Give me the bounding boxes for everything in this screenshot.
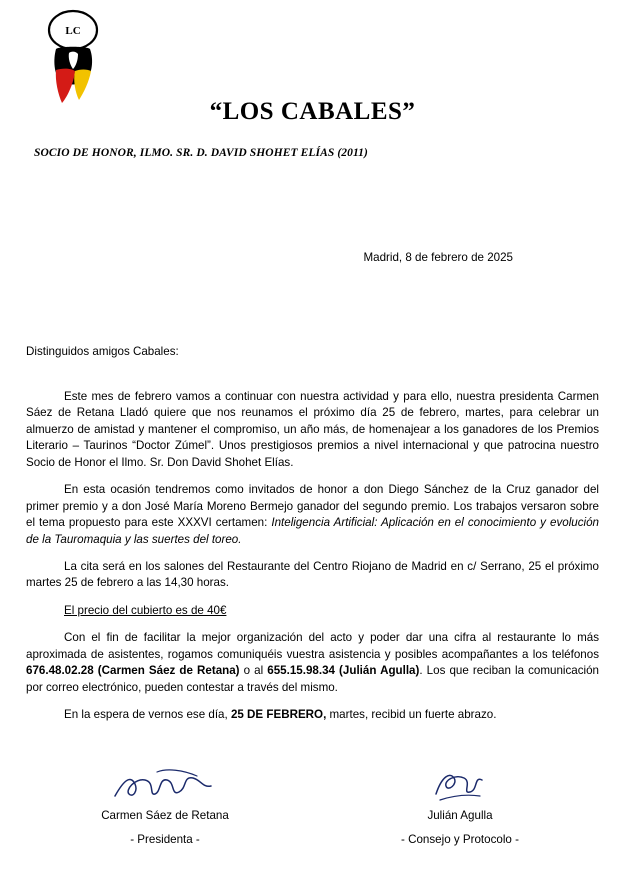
signature-block-protocol: [345, 766, 575, 849]
los-cabales-logo: [34, 8, 112, 106]
date-line: Madrid, 8 de febrero de 2025: [363, 251, 513, 264]
paragraph-4-text-b: o al: [239, 664, 268, 678]
letterhead: [26, 0, 599, 159]
paragraph-4-text-c: . Los que reciban la comunicación por correo electrónico, pueden contestar a través del mismo.: [26, 664, 599, 694]
letter-body: [26, 250, 599, 849]
paragraph-5: [26, 707, 599, 723]
paragraph-1-text: Este mes de febrero vamos a continuar con nuestra actividad y para ello, nuestra presidenta Carmen Sáez de Retana Lladó quiere que nos reunamos el próximo día 25 de febrero, martes, para celebrar un almuerzo de amistad y mantener el compromiso, un año más, de homenajear a los ganadores de los Premios Literario – Taurinos “Doctor Zúmel”. Unos prestigiosos premios a nivel internacional y que patrocina nuestro Socio de Honor el Ilmo. Sr. Don David Shohet Elías.: [26, 389, 599, 469]
price-text: El precio del cubierto es de 40€: [64, 603, 227, 617]
salutation: Distinguidos amigos Cabales:: [26, 345, 179, 359]
paragraph-2-theme: Inteligencia Artificial: Aplicación en el conocimiento y evolución de la Tauromaquia y las suertes del toreo.: [26, 516, 599, 546]
signature-role-protocol: - Consejo y Protocolo -: [401, 833, 519, 847]
signature-block-president: [50, 766, 280, 849]
phone-carmen: 676.48.02.28 (Carmen Sáez de Retana): [26, 664, 240, 678]
paragraph-5-text-b: martes, recibid un fuerte abrazo.: [326, 708, 497, 722]
handwritten-signature-icon: [50, 766, 280, 806]
handwritten-signature-icon-2: [345, 766, 575, 806]
paragraph-5-text-a: En la espera de vernos ese día,: [64, 708, 231, 722]
paragraph-2: [26, 482, 599, 548]
price-line: [26, 603, 599, 619]
paragraph-3: [26, 559, 599, 592]
page-title: “LOS CABALES”: [209, 98, 416, 125]
paragraph-2-text: En esta ocasión tendremos como invitados de honor a don Diego Sánchez de la Cruz ganador del primer premio y a don José María Moreno Bermejo ganador del segundo premio. Los trabajos versaron sobre el tema propuesto para este XXXVI certamen:: [26, 483, 599, 530]
honor-member-line: SOCIO DE HONOR, ILMO. SR. D. DAVID SHOHET ELÍAS (2011): [34, 147, 368, 159]
paragraph-1: [26, 389, 599, 471]
phone-julian: 655.15.98.34 (Julián Agulla): [267, 664, 420, 678]
event-date-highlight: 25 DE FEBRERO,: [230, 708, 327, 722]
signature-name-president: Carmen Sáez de Retana: [101, 808, 229, 822]
paragraph-4: [26, 630, 599, 696]
paragraph-3-text: La cita será en los salones del Restaurante del Centro Riojano de Madrid en c/ Serrano, 25 el próximo martes 25 de febrero a las 14,30 horas.: [26, 559, 599, 590]
paragraph-4-text-a: Con el fin de facilitar la mejor organización del acto y poder dar una cifra al restaurante lo más aproximada de asistentes, rogamos comuniquéis vuestra asistencia y posibles acompañantes a los teléfonos: [26, 631, 599, 661]
signature-role-president: - Presidenta -: [130, 833, 200, 847]
signature-name-protocol: Julián Agulla: [427, 808, 493, 822]
svg-text:LC: LC: [65, 25, 81, 37]
signature-area: [26, 766, 599, 849]
